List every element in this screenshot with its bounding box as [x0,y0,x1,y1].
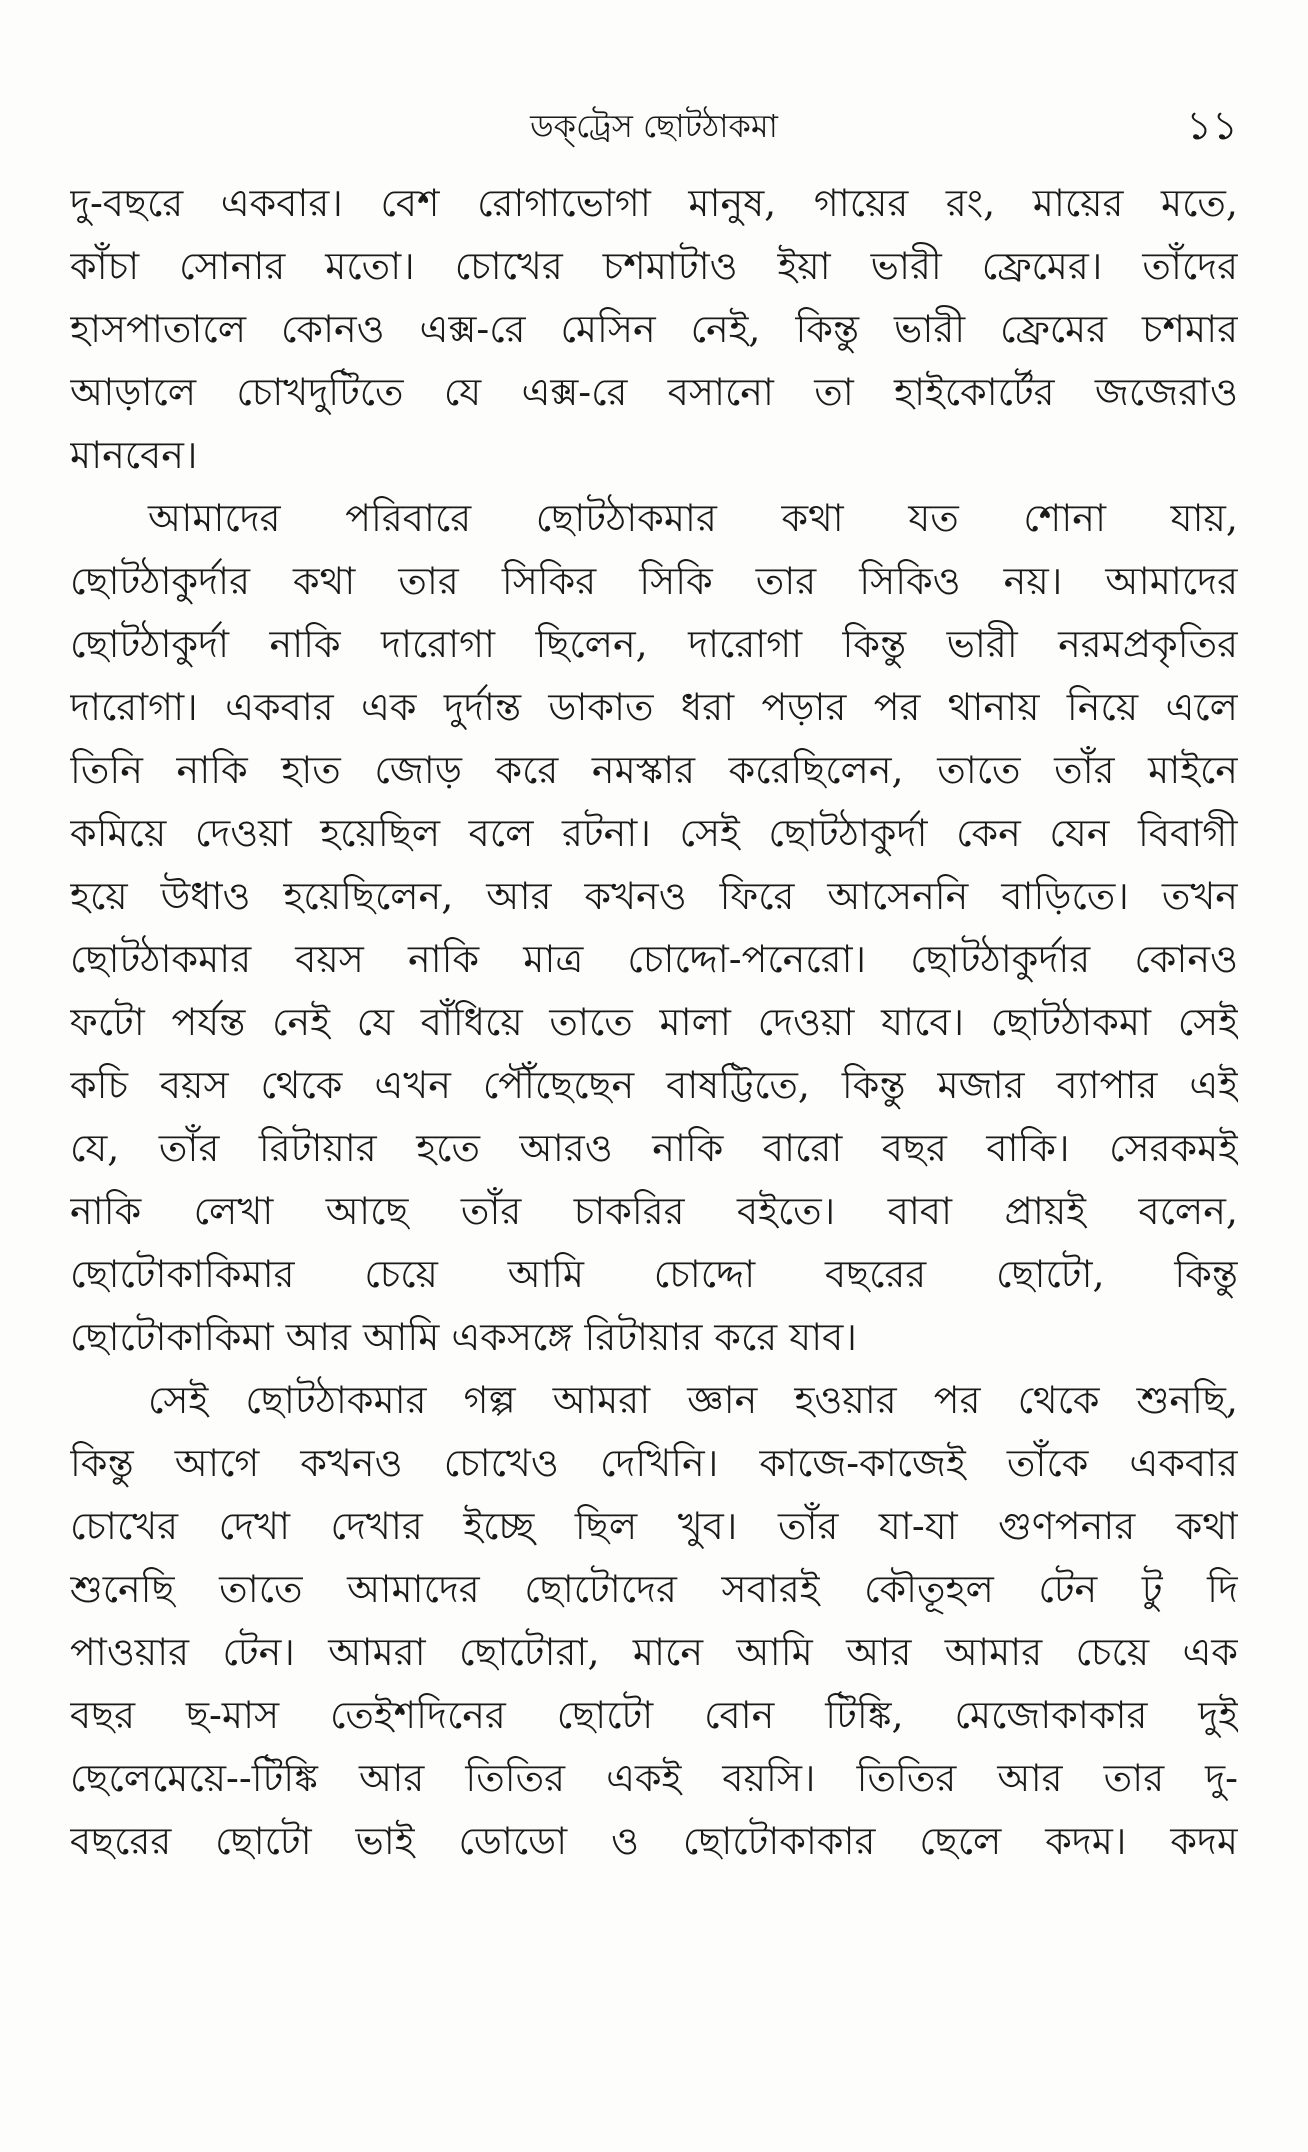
text-line: হয়ে উধাও হয়েছিলেন, আর কখনও ফিরে আসেননি বাড়িতে। তখন [70,874,1238,918]
text-line: নাকি লেখা আছে তাঁর চাকরির বইতে। বাবা প্রায়ই বলেন, [70,1189,1238,1233]
text-line: আড়ালে চোখদুটিতে যে এক্স-রে বসানো তা হাইকোর্টের জজেরাও [70,370,1238,414]
text-line: কচি বয়স থেকে এখন পৌঁছেছেন বাষট্টিতে, কিন্তু মজার ব্যাপার এই [70,1063,1238,1107]
text-line: বছরের ছোটো ভাই ডোডো ও ছোটোকাকার ছেলে কদম। কদম [70,1819,1238,1863]
running-title: ডক্‌ট্রেস ছোটঠাকমা [530,107,778,145]
text-line: পাওয়ার টেন। আমরা ছোটোরা, মানে আমি আর আমার চেয়ে এক [70,1630,1238,1674]
body-text [70,172,1238,1873]
text-line: হাসপাতালে কোনও এক্স-রে মেসিন নেই, কিন্তু ভারী ফ্রেমের চশমার [70,307,1238,351]
text-line: চোখের দেখা দেখার ইচ্ছে ছিল খুব। তাঁর যা-যা গুণপনার কথা [70,1504,1238,1548]
text-line: কাঁচা সোনার মতো। চোখের চশমাটাও ইয়া ভারী ফ্রেমের। তাঁদের [70,244,1238,288]
text-line: মানবেন। [70,433,198,477]
page-header [70,96,1238,156]
text-line: যে, তাঁর রিটায়ার হতে আরও নাকি বারো বছর বাকি। সেরকমই [70,1126,1238,1170]
text-line: ছোটোকাকিমা আর আমি একসঙ্গে রিটায়ার করে যাব। [70,1315,857,1359]
text-line: ছোটঠাকমার বয়স নাকি মাত্র চোদ্দো-পনেরো। ছোটঠাকুর্দার কোনও [70,937,1238,981]
text-line: কমিয়ে দেওয়া হয়েছিল বলে রটনা। সেই ছোটঠাকুর্দা কেন যেন বিবাগী [70,811,1238,855]
text-line: শুনেছি তাতে আমাদের ছোটোদের সবারই কৌতূহল টেন টু দি [70,1567,1238,1611]
text-line: তিনি নাকি হাত জোড় করে নমস্কার করেছিলেন, তাতে তাঁর মাইনে [70,748,1238,792]
text-line: বছর ছ-মাস তেইশদিনের ছোটো বোন টিঙ্কি, মেজোকাকার দুই [70,1693,1238,1737]
text-line: ছোটঠাকুর্দার কথা তার সিকির সিকি তার সিকিও নয়। আমাদের [70,559,1238,603]
text-line: ছোটোকাকিমার চেয়ে আমি চোদ্দো বছরের ছোটো, কিন্তু [70,1252,1238,1296]
page-number: ১১ [1186,103,1238,149]
text-line: ফটো পর্যন্ত নেই যে বাঁধিয়ে তাতে মালা দেওয়া যাবে। ছোটঠাকমা সেই [70,1000,1238,1044]
text-line: ছেলেমেয়ে--টিঙ্কি আর তিতির একই বয়সি। তিতির আর তার দু- [70,1756,1238,1800]
text-line: সেই ছোটঠাকমার গল্প আমরা জ্ঞান হওয়ার পর থেকে শুনছি, [148,1378,1238,1422]
text-line: দারোগা। একবার এক দুর্দান্ত ডাকাত ধরা পড়ার পর থানায় নিয়ে এলে [70,685,1238,729]
text-line: কিন্তু আগে কখনও চোখেও দেখিনি। কাজে-কাজেই তাঁকে একবার [70,1441,1238,1485]
text-line: ছোটঠাকুর্দা নাকি দারোগা ছিলেন, দারোগা কিন্তু ভারী নরমপ্রকৃতির [70,622,1238,666]
text-line: আমাদের পরিবারে ছোটঠাকমার কথা যত শোনা যায়, [148,496,1238,540]
text-line: দু-বছরে একবার। বেশ রোগাভোগা মানুষ, গায়ের রং, মায়ের মতে, [70,181,1238,225]
